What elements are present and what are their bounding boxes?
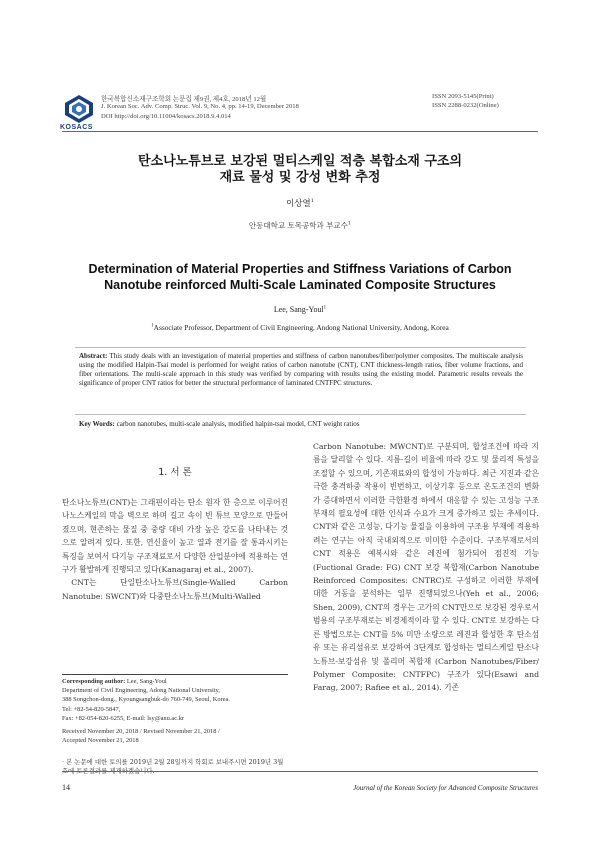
body-paragraph: Carbon Nanotube: MWCNT)로 구분되며, 합성조건에 따라 지름을 달리할 수 있다. 지름-길이 비율에 따라 강도 및 물리적 특성을 조절할 수 있으며, 기존재료와의 합성이 가능하다. 최근 지진과 같은 극한 충격하중 작용이 빈번하고, 이상기후 등으로 온도조건의 변화가 증대하면서 이러한 극한환경 하에서 대응할 수 있는 고성능 구조부재의 필요성에 대한 인식과 수요가 크게 증가하고 있는 추세이다. CNT와 같은 고성능, 다기능 물질을 이용하여 구조용 부재에 적용하려는 연구는 아직 국내외적으로 미미한 수준이다. 구조부재로서의 CNT 적용은 예복시와 같은 레진에 첨가되어 점진적 기능(Fuctional Grade: FG) CNT 보강 복합재(Carbon Nanotube Reinforced Composites: CNTRC)로 구성하고 이러한 부재에 대한 거동을 분석하는 일부 진행되었으나(Yeh et al., 2006; Shen, 2009), CNT의 경우는 고가의 CNT만으로 보강된 경우로서 범용의 구조부재로는 비경제적이라 할 수 있다. CNT로 보강하는 다른 방법으로는 CNT를 5% 미만 소량으로 레진과 합성한 후 탄소섬유 또는 유리섬유로 보강하여 3단계로 합성하는 멀티스케일 탄소나노튜브-보강섬유 및 폴리머 복합재 (Carbon Nanotubes/Fiber/ Polymer Composite: CNTFPC) 구조가 있다(Esawi and Farag, 2007; Rafiee et al., 2014). 기존	[313, 442, 539, 693]
footnote-divider	[62, 674, 288, 675]
korean-title-line1: 탄소나노튜브로 보강된 멀티스케일 적층 복합소재 구조의	[137, 154, 463, 169]
footnote-dept: Department of Civil Engineering, Adong National University,	[62, 687, 220, 695]
footnote-tel: Tel: +82-54-820-5847,	[62, 705, 121, 713]
footnote-fax-email: Fax: +82-054-820-6255, E-mail: lsy@anu.ac.kr	[62, 714, 185, 722]
body-paragraph: CNT는 단일탄소나노튜브(Single-Walled Carbon Nanotube: SWCNT)와 다중탄소나노튜브(Multi-Walled	[62, 578, 288, 601]
abstract-divider-bottom	[75, 414, 526, 415]
doi-link[interactable]: DOI http://doi.org/10.11004/kosacs.2018.9.4.014	[101, 113, 231, 120]
english-author: Lee, Sang-Youl$^1$	[273, 305, 327, 314]
journal-header-korean: 한국복합신소재구조학회 논문집 제9권, 제4호, 2018년 12월	[101, 96, 267, 103]
right-column-body	[313, 440, 539, 695]
footnote-author-line: Corresponding author: Lee, Sang-Youl	[62, 678, 167, 685]
abstract-divider-top	[75, 347, 526, 348]
keywords	[79, 420, 523, 428]
footnote-address: 388 Songchon-dong., Kyoungsangbuk-do 760-749, Seoul, Korea.	[62, 696, 230, 704]
keywords-text: carbon nanotubes, multi-scale analysis, modified halpin-tsai model, CNT weight ratios	[116, 420, 360, 428]
abstract-text: This study deals with an investigation of material properties and stiffness of carbon nanotubes/fiber/polymer composites. The multiscale analysis using the modified Halpin-Tsai model is performed for weight ratios of carbon nanotube (CNT), CNT thickness-length ratios, fiber volume fractions, and fiber orientations. The multi-scale approach in this study was verified by comparing with results using the existing model. Parametric results reveals the significance of proper CNT ratios for better the structural performance of laminated CNTFPC structures.	[79, 352, 524, 387]
korean-title-line2: 재료 물성 및 강성 변화 추정	[219, 170, 381, 185]
corresponding-author-footnote	[62, 677, 288, 745]
section-heading: 1. 서 론	[158, 467, 192, 478]
abstract	[79, 352, 523, 388]
issn-online: ISSN 2288-0232(Online)	[432, 102, 499, 109]
discussion-notice: · 본 논문에 대한 토의를 2019년 2월 28일까지 학회로 보내주시면 2019년 3월	[62, 758, 284, 766]
korean-affiliation: 안동대학교 토목공학과 부교수$^1$	[248, 220, 352, 230]
journal-header-english: J. Korean Soc. Adv. Comp. Struc. Vol. 9, No. 4, pp. 14-19, December 2018	[101, 103, 299, 110]
english-affiliation: $^1$Associate Professor, Department of Civil Engineering, Andong National University, Andong, Korea	[151, 323, 449, 332]
body-paragraph: 탄소나노튜브(CNT)는 그래핀이라는 탄소 원자 한 층으로 이루어진 나노스케일의 막을 벽으로 하며 길고 속이 빈 튜브 모양으로 만들어졌으며, 현존하는 물질 중 중량 대비 가장 높은 강도를 나타내는 것으로 알려져 있다. 또한, 연신율이 높고 열과 전기를 잘 통과시키는 특징을 보여서 다기능 구조재료로서 다양한 산업분야에 적용하는 연구가 활발하게 진행되고 있다(Kanagaraj et al., 2007).	[62, 498, 288, 575]
logo-text: KOSACS	[60, 124, 93, 131]
left-column-body	[62, 496, 288, 603]
footnote-label: Corresponding author:	[62, 678, 126, 685]
footer-divider	[62, 771, 538, 772]
journal-footer: Journal of the Korean Society for Advanced Composite Structures	[353, 784, 538, 792]
kosacs-logo-icon	[62, 94, 96, 124]
keywords-label: Key Words:	[79, 420, 115, 428]
english-title-line1: Determination of Material Properties and Stiffness Variations of Carbon	[88, 262, 512, 276]
footnote-accepted: Accepted November 21, 2018	[62, 737, 139, 745]
korean-author: 이상열$^1$	[286, 198, 314, 209]
issn-print: ISSN 2093-5145(Print)	[432, 93, 494, 100]
header-divider	[62, 131, 538, 132]
page-number: 14	[62, 783, 70, 792]
footnote-received: Received November 20, 2018 / Revised November 21, 2018 /	[62, 728, 220, 736]
abstract-label: Abstract:	[79, 352, 108, 360]
english-title-line2: Nanotube reinforced Multi-Scale Laminated Composite Structures	[104, 278, 496, 292]
